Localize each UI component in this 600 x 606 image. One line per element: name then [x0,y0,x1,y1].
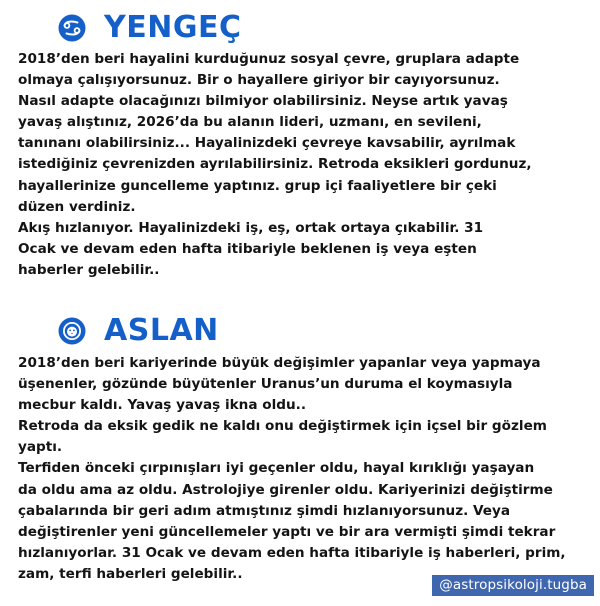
text-line: hayallerinize guncelleme yaptınız. grup içi faaliyetlere bir çeki [18,177,497,194]
leo-zodiac-icon [58,317,86,345]
text-line: Terfiden önceki çırpınışları iyi geçenler oldu, hayal kırıklığı yaşayan [18,460,535,477]
yengec-header [58,10,242,45]
text-line: Ocak ve devam eden hafta itibariyle beklenen iş veya eşten [18,240,477,257]
text-line: 2018’den beri hayalini kurduğunuz sosyal çevre, gruplara adapte [18,51,520,67]
text-line: Retroda da eksik gedik ne kaldı onu değiştirmek için içsel bir gözlem [18,418,547,435]
text-line: olmaya çalışıyorsunuz. Bir o hayallere giriyor bir cayıyorsunuz. [18,72,500,89]
aslan-body [18,353,588,585]
text-line: üşenenler, gözünde büyütenler Uranus’un duruma el koymasıyla [18,376,513,393]
text-line: haberler gelebilir.. [18,261,160,278]
text-line: yavaş alıştınız, 2026’da bu alanın lideri, uzmanı, en sevileni, [18,114,482,131]
yengec-body [18,49,588,281]
text-line: değiştirenler yeni güncellemeler yaptı ve bir ara vermişti şimdi tekrar [18,523,556,540]
text-line: Akış hızlanıyor. Hayalinizdeki iş, eş, ortak ortaya çıkabilir. 31 [18,219,484,236]
text-line: tanınanı olabilirsiniz... Hayalinizdeki çevreye kavsabilir, ayrılmak [18,135,516,152]
text-line: yaptı. [18,439,63,456]
text-line: düzen verdiniz. [18,198,136,215]
text-line: 2018’den beri kariyerinde büyük değişimler yapanlar veya yapmaya [18,355,541,371]
cancer-zodiac-icon [58,14,86,42]
text-line: Nasıl adapte olacağınızı bilmiyor olabilirsiniz. Neyse artık yavaş [18,93,508,110]
text-line: çabalarında bir geri adım atmıştınız şimdi hızlanıyorsunuz. Veya [18,502,511,519]
text-line: istediğiniz çevrenizden ayrılabilirsiniz. Retroda eksikleri gordunuz, [18,156,532,173]
text-line: zam, terfi haberleri gelebilir.. [18,565,243,582]
watermark-handle: @astropsikoloji.tugba [432,575,594,596]
section-title: YENGEÇ [104,10,242,45]
text-line: mecbur kaldı. Yavaş yavaş ikna oldu.. [18,397,306,414]
text-line: da oldu ama az oldu. Astrolojiye girenler oldu. Kariyerinizi değiştirme [18,481,553,498]
aslan-header [58,313,219,348]
text-line: hızlanıyorlar. 31 Ocak ve devam eden hafta itibariyle iş haberleri, prim, [18,544,566,561]
section-title: ASLAN [104,313,219,348]
